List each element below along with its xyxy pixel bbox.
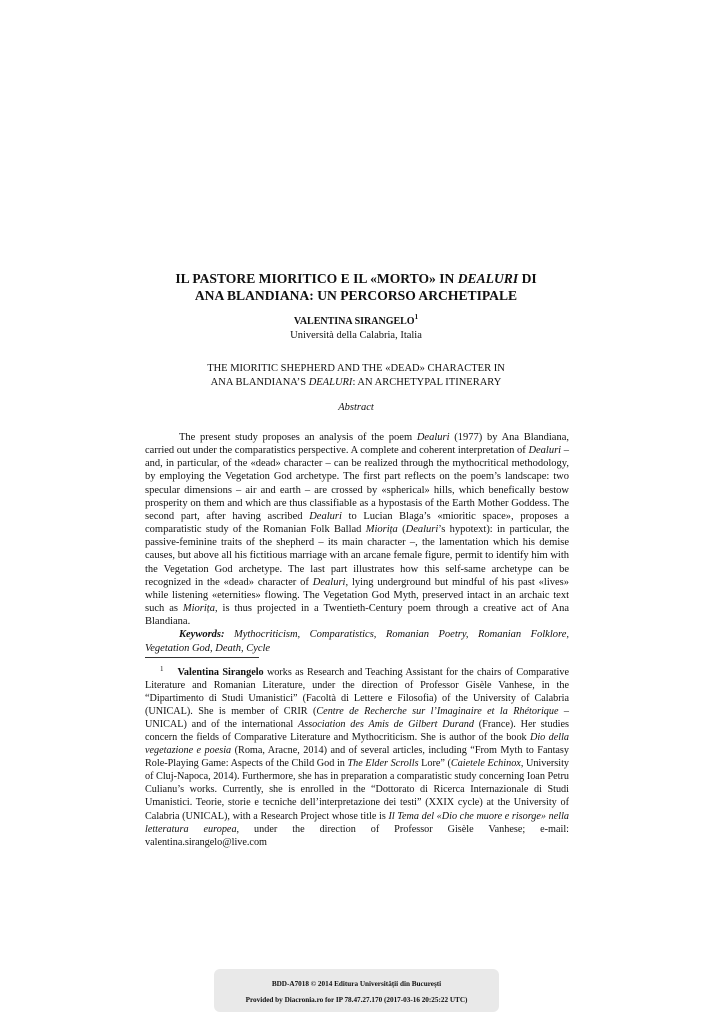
provider-footer-box (214, 969, 499, 1012)
article-title-line-1: IL PASTORE MIORITICO E IL «MORTO» IN DEALURI DI (175, 271, 537, 286)
keywords-list: Mythocriticism, Comparatistics, Romanian Poetry, Romanian Folklore, Vegetation God, Death, Cycle (145, 629, 569, 654)
english-title-line-2: ANA BLANDIANA’S DEALURI: AN ARCHETYPAL ITINERARY (210, 376, 502, 388)
footnote (145, 666, 569, 849)
keywords-label: Keywords: (179, 629, 225, 641)
article-title-line-2: ANA BLANDIANA: UN PERCORSO ARCHETIPALE (194, 288, 518, 303)
abstract-heading: Abstract (338, 402, 374, 413)
english-title (150, 362, 562, 389)
footer-copyright: BDD-A7018 © 2014 Editura Universității din București (271, 980, 442, 988)
footer-provider: Provided by Diacronia.ro for IP 78.47.27.170 (2017-03-16 20:25:22 UTC) (245, 996, 468, 1004)
footnote-paragraph: $^1$ Valentina Sirangelo works as Research and Teaching Assistant for the chairs of Comparative Literature and Romanian Literature, under the direction of Professor Gisèle Vanhese, in the “Dipartimento di Studi Umanistici” (Facoltà di Lettere e Filosofia) of the University of Calabria (UNICAL). She is member of CRIR (Centre de Recherche sur l’Imaginaire et la Rhétorique – UNICAL) and of the international Association des Amis de Gilbert Durand (France). Her studies concern the fields of Comparative Literature and Mythocriticism. She is author of the book Dio della vegetazione e poesia (Roma, Aracne, 2014) and of several articles, including “From Myth to Fantasy Role-Playing Game: Aspects of the Child God in The Elder Scrolls Lore” (Caietele Echinox, University of Cluj-Napoca, 2014). Furthermore, she has in preparation a comparatistic study concerning Ioan Petru Culianu’s works. Currently, she is enrolled in the “Dottorato di Ricerca Internazionale di Studi Umanistici. Teorie, storie e tecniche dell’interpretazione dei testi” (XXIX cycle) at the University of Calabria (UNICAL), with a Research Project whose title is Il Tema del «Dio che muore e risorge» nella letteratura europea, under the direction of Professor Gisèle Vanhese; e-mail: valentina.sirangelo@live.com (145, 664, 570, 848)
author-footnote-ref[interactable]: 1 (414, 312, 419, 321)
footnote-mark: 1 (160, 664, 164, 673)
abstract-paragraph: The present study proposes an analysis of the poem Dealuri (1977) by Ana Blandiana, carried out under the comparatistics perspective. A complete and coherent interpretation of Dealuri – and, in particular, of the «dead» character – can be realized through the mythocritical methodology, by employing the Vegetation God archetype. The first part reflects on the poem’s landscape: two specular dimensions – air and earth – are crossed by «spherical» hills, which benefically bestow prosperity on them and which are thus classifiable as a hypostasis of the Earth Mother Goddess. The second part, after having ascribed Dealuri to Lucian Blaga’s «mioritic space», proposes a comparatistic study of the Romanian Folk Ballad Miorița (Dealuri’s hypotext): in particular, the passive-feminine traits of the shepherd – its main character –, the lamentation which his demise causes, but above all his fictitious marriage with an arcane female figure, permit to identify him with the Vegetation God archetype. The last part illustrates how this self-same archetype can be recognized in the «dead» character of Dealuri, lying underground but mindful of his past «lives» while listening «eternities» flowing. The Vegetation God Myth, preserved intact in an archaic text such as Miorița, is thus projected in a Twentieth-Century poem through a creative act of Ana Blandiana. (145, 432, 570, 628)
keywords-line (145, 628, 569, 654)
author-name: VALENTINA SIRANGELO$^1$ (293, 312, 419, 327)
article-title (120, 270, 592, 304)
english-title-line-1: THE MIORITIC SHEPHERD AND THE «DEAD» CHARACTER IN (207, 363, 505, 374)
author-affiliation: Università della Calabria, Italia (290, 330, 422, 341)
footnote-separator (145, 657, 259, 658)
abstract-body (145, 431, 569, 655)
